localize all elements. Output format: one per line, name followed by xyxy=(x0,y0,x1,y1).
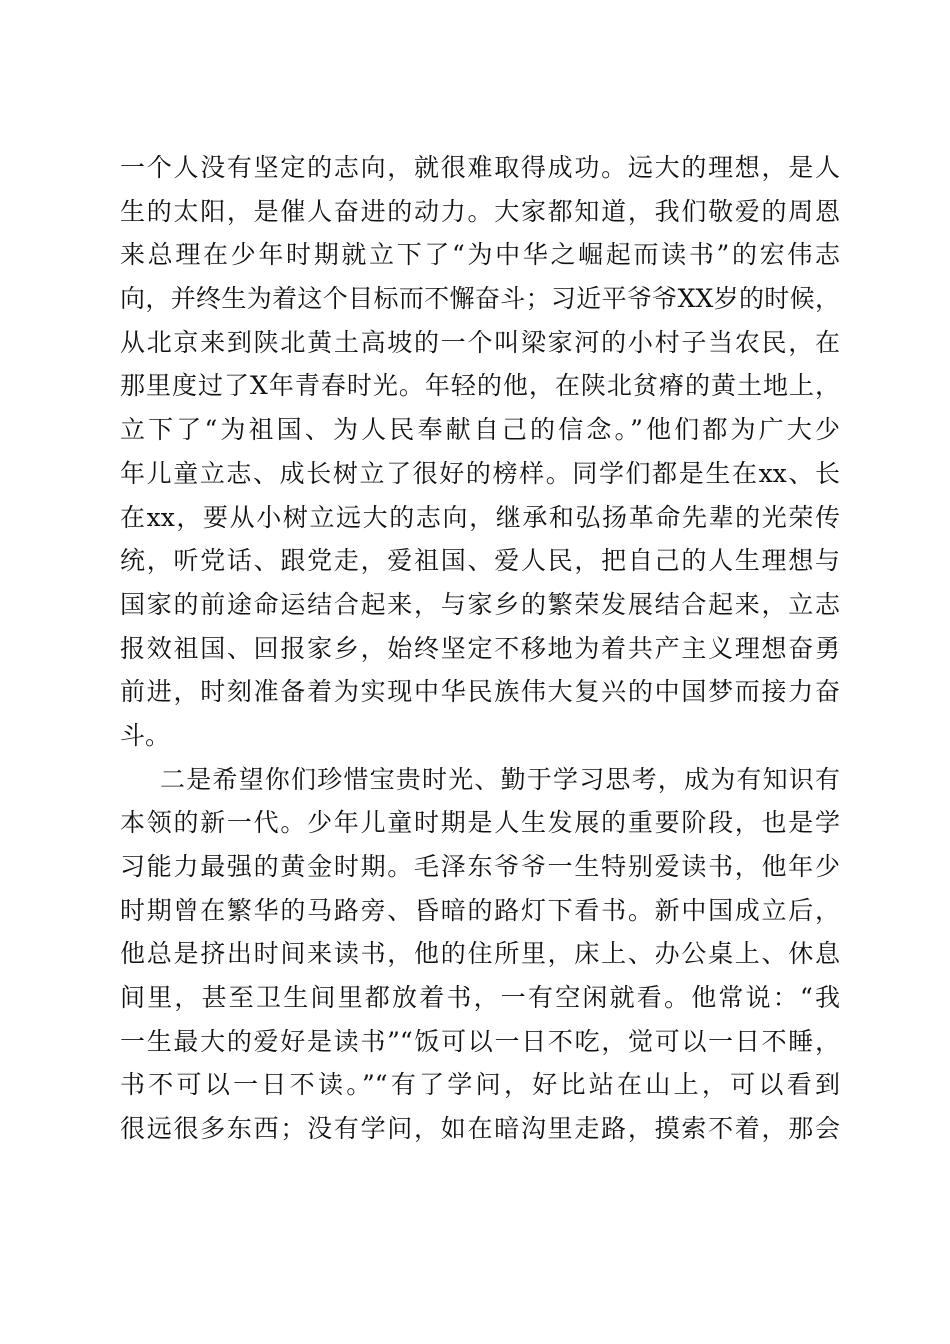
body-text xyxy=(120,146,840,1151)
text-line: 从北京来到陕北黄土高坡的一个叫梁家河的小村子当农民，在 xyxy=(120,327,840,357)
text-line: 在xx，要从小树立远大的志向，继承和弘扬革命先辈的光荣传 xyxy=(120,502,840,532)
text-line: 斗。 xyxy=(120,720,171,750)
text-line: 习能力最强的黄金时期。毛泽东爷爷一生特别爱读书，他年少 xyxy=(120,852,840,881)
paragraph-1 xyxy=(120,146,840,758)
text-line: 向，并终生为着这个目标而不懈奋斗；习近平爷爷XX岁的时候， xyxy=(120,284,840,314)
text-line: 间里，甚至卫生间里都放着书，一有空闲就看。他常说：“我 xyxy=(120,983,840,1013)
text-line: 他总是挤出时间来读书，他的住所里，床上、办公桌上、休息 xyxy=(120,939,840,969)
paragraph-2 xyxy=(120,758,840,1151)
text-line: 很远很多东西；没有学问，如在暗沟里走路，摸索不着，那会 xyxy=(120,1114,840,1144)
text-line: 一生最大的爱好是读书”“饭可以一日不吃，觉可以一日不睡， xyxy=(120,1026,840,1056)
text-line: 那里度过了X年青春时光。年轻的他，在陕北贫瘠的黄土地上， xyxy=(120,371,840,401)
text-line: 年儿童立志、成长树立了很好的榜样。同学们都是生在xx、长 xyxy=(120,458,840,488)
text-line: 前进，时刻准备着为实现中华民族伟大复兴的中国梦而接力奋 xyxy=(120,677,840,707)
text-line: 生的太阳，是催人奋进的动力。大家都知道，我们敬爱的周恩 xyxy=(120,196,840,226)
text-line: 报效祖国、回报家乡，始终坚定不移地为着共产主义理想奋勇 xyxy=(120,633,840,663)
text-line: 国家的前途命运结合起来，与家乡的繁荣发展结合起来，立志 xyxy=(120,589,840,619)
text-line: 本领的新一代。少年儿童时期是人生发展的重要阶段，也是学 xyxy=(120,808,840,838)
text-line: 书不可以一日不读。”“有了学问，好比站在山上，可以看到 xyxy=(120,1070,840,1100)
text-line: 时期曾在繁华的马路旁、昏暗的路灯下看书。新中国成立后， xyxy=(120,895,840,925)
text-line: 立下了“为祖国、为人民奉献自己的信念。”他们都为广大少 xyxy=(120,415,840,445)
text-line: 一个人没有坚定的志向，就很难取得成功。远大的理想，是人 xyxy=(120,153,840,182)
text-line: 统，听党话、跟党走，爱祖国、爱人民，把自己的人生理想与 xyxy=(120,546,840,576)
text-line: 二是希望你们珍惜宝贵时光、勤于学习思考，成为有知识有 xyxy=(160,764,840,794)
text-line: 来总理在少年时期就立下了“为中华之崛起而读书”的宏伟志 xyxy=(120,240,840,270)
